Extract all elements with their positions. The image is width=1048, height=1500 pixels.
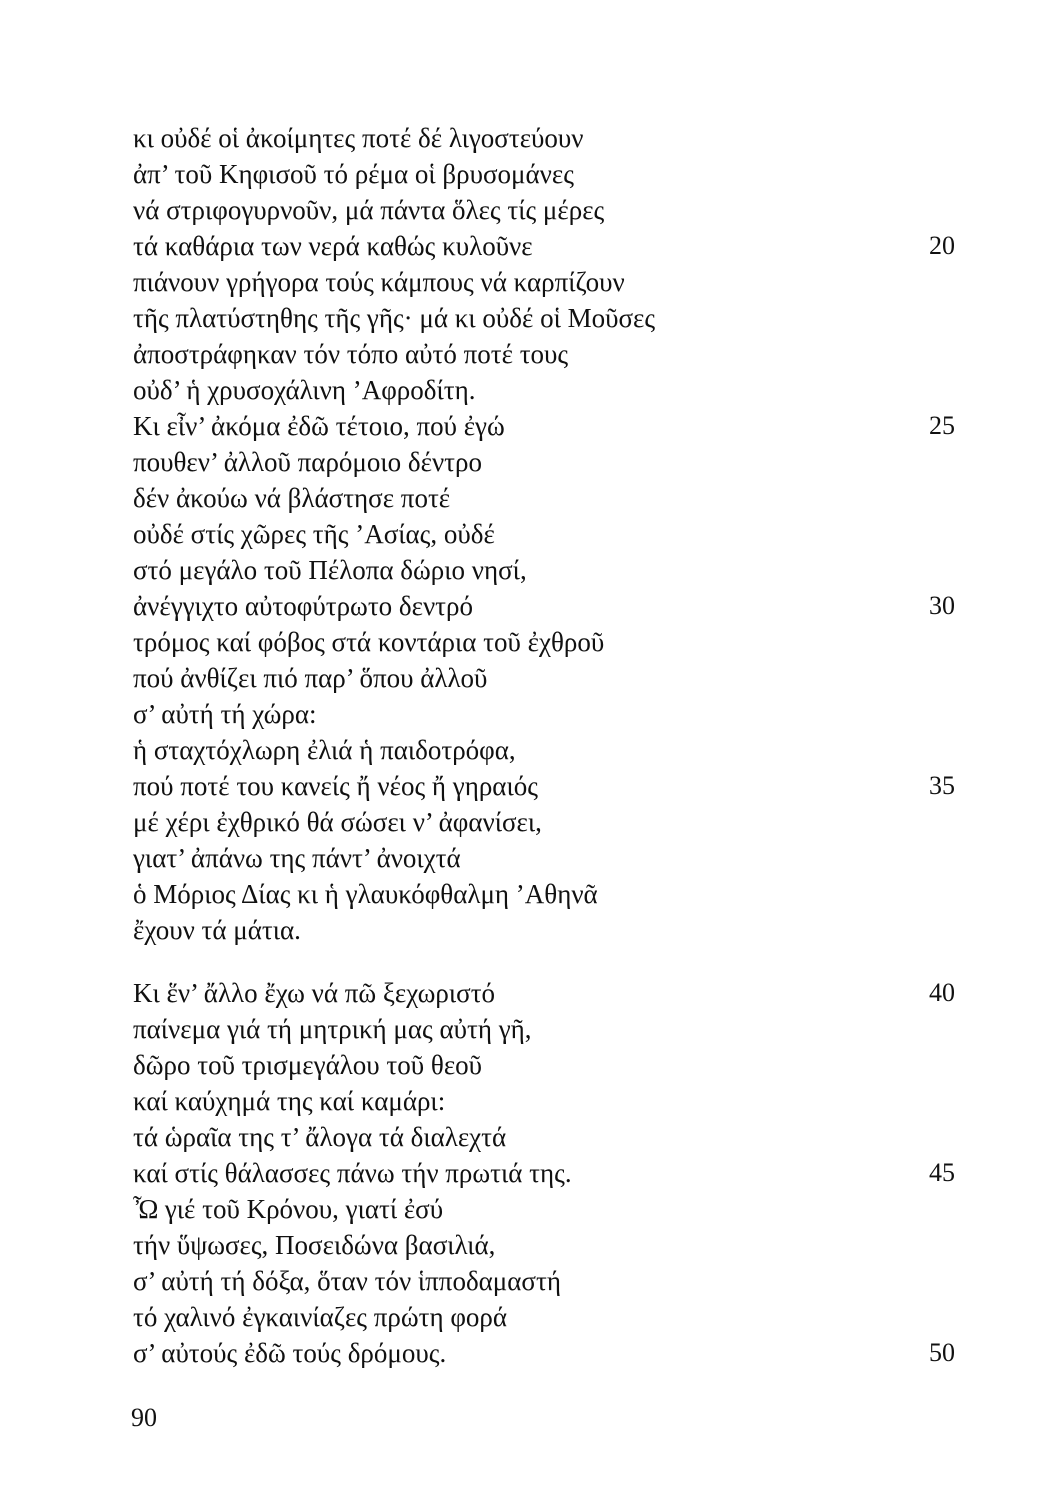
verse-text: δέν ἀκούω νά βλάστησε ποτέ	[133, 483, 451, 513]
verse-text: τῆς πλατύστηθης τῆς γῆς· μά κι οὐδέ οἱ Μοῦσες	[133, 303, 656, 333]
verse-text: σ’ αὐτούς ἐδῶ τούς δρόμους.	[133, 1338, 447, 1368]
verse-text: Κι ἕν’ ἄλλο ἔχω νά πῶ ξεχωριστό	[133, 978, 496, 1008]
verse-text: Κι εἶν’ ἀκόμα ἐδῶ τέτοιο, πού ἐγώ	[133, 411, 505, 441]
verse-text: ἔχουν τά μάτια.	[133, 915, 301, 945]
line-number: 20	[929, 231, 955, 260]
page-number: 90	[131, 1403, 157, 1432]
verse-text: τήν ὕψωσες, Ποσειδώνα βασιλιά,	[133, 1230, 496, 1260]
verse-text: νά στριφογυρνοῦν, μά πάντα ὅλες τίς μέρες	[133, 195, 605, 225]
verse-text: τά καθάρια των νερά καθώς κυλοῦνε	[133, 231, 533, 261]
verse-text: ἀπ’ τοῦ Κηφισοῦ τό ρέμα οἱ βρυσομάνες	[133, 159, 574, 189]
verse-text: πιάνουν γρήγορα τούς κάμπους νά καρπίζουν	[133, 267, 625, 297]
verse-line	[133, 408, 963, 444]
verse-text: ἡ σταχτόχλωρη ἐλιά ἡ παιδοτρόφα,	[133, 735, 516, 765]
verse-line	[133, 696, 963, 732]
line-number: 30	[929, 591, 955, 620]
verse-text: πού ἀνθίζει πιό παρ’ ὅπου ἀλλοῦ	[133, 663, 488, 693]
verse-line	[133, 624, 963, 660]
verse-text: ἀποστράφηκαν τόν τόπο αὐτό ποτέ τους	[133, 339, 569, 369]
verse-line	[133, 1047, 963, 1083]
verse-line	[133, 1299, 963, 1335]
verse-line	[133, 1335, 963, 1371]
stanza	[133, 120, 963, 948]
verse-line	[133, 660, 963, 696]
line-number: 35	[929, 771, 955, 800]
verse-line	[133, 300, 963, 336]
verse-line	[133, 1263, 963, 1299]
verse-text: παίνεμα γιά τή μητρική μας αὐτή γῆ,	[133, 1014, 532, 1044]
line-number: 40	[929, 978, 955, 1007]
line-number: 45	[929, 1158, 955, 1187]
verse-line	[133, 156, 963, 192]
verse-text: στό μεγάλο τοῦ Πέλοπα δώριο νησί,	[133, 555, 527, 585]
verse-line	[133, 192, 963, 228]
verse-text: οὐδέ στίς χῶρες τῆς ’Ασίας, οὐδέ	[133, 519, 495, 549]
verse-line	[133, 840, 963, 876]
verse-line	[133, 1011, 963, 1047]
verse-text: ὁ Μόριος Δίας κι ἡ γλαυκόφθαλμη ’Αθηνᾶ	[133, 879, 598, 909]
verse-line	[133, 228, 963, 264]
verse-text: οὐδ’ ἡ χρυσοχάλινη ’Αφροδίτη.	[133, 375, 476, 405]
verse-line	[133, 768, 963, 804]
verse-text: πουθεν’ ἀλλοῦ παρόμοιο δέντρο	[133, 447, 482, 477]
verse-line	[133, 588, 963, 624]
verse-line	[133, 516, 963, 552]
verse-line	[133, 444, 963, 480]
verse-line	[133, 1155, 963, 1191]
verse-text: γιατ’ ἀπάνω της πάντ’ ἀνοιχτά	[133, 843, 461, 873]
line-number: 25	[929, 411, 955, 440]
verse-line	[133, 1083, 963, 1119]
verse-line	[133, 480, 963, 516]
verse-text: δῶρο τοῦ τρισμεγάλου τοῦ θεοῦ	[133, 1050, 483, 1080]
verse-text: πού ποτέ του κανείς ἤ νέος ἤ γηραιός	[133, 771, 538, 801]
line-number: 50	[929, 1338, 955, 1367]
verse-line	[133, 912, 963, 948]
verse-text: σ’ αὐτή τή δόξα, ὅταν τόν ἱπποδαμαστή	[133, 1266, 561, 1296]
verse-line	[133, 336, 963, 372]
verse-line	[133, 876, 963, 912]
verse-text: καί καύχημά της καί καμάρι:	[133, 1086, 446, 1116]
verse-line	[133, 552, 963, 588]
verse-line	[133, 372, 963, 408]
verse-line	[133, 732, 963, 768]
verse-line	[133, 1227, 963, 1263]
verse-line	[133, 975, 963, 1011]
stanza	[133, 975, 963, 1371]
verse-line	[133, 264, 963, 300]
verse-text: τρόμος καί φόβος στά κοντάρια τοῦ ἐχθροῦ	[133, 627, 605, 657]
verse-line	[133, 1119, 963, 1155]
verse-text: Ὦ γιέ τοῦ Κρόνου, γιατί ἐσύ	[133, 1194, 444, 1224]
verse-text: καί στίς θάλασσες πάνω τήν πρωτιά της.	[133, 1158, 572, 1188]
verse-text: κι οὐδέ οἱ ἀκοίμητες ποτέ δέ λιγοστεύουν	[133, 123, 584, 153]
verse-line	[133, 120, 963, 156]
verse-text: ἀνέγγιχτο αὐτοφύτρωτο δεντρό	[133, 591, 474, 621]
verse-line	[133, 1191, 963, 1227]
verse-text: τά ὡραῖα της τ’ ἄλογα τά διαλεχτά	[133, 1122, 507, 1152]
verse-text: τό χαλινό ἐγκαινίαζες πρώτη φορά	[133, 1302, 508, 1332]
verse-text: σ’ αὐτή τή χώρα:	[133, 699, 317, 729]
verse-text: μέ χέρι ἐχθρικό θά σώσει ν’ ἀφανίσει,	[133, 807, 542, 837]
verse-line	[133, 804, 963, 840]
